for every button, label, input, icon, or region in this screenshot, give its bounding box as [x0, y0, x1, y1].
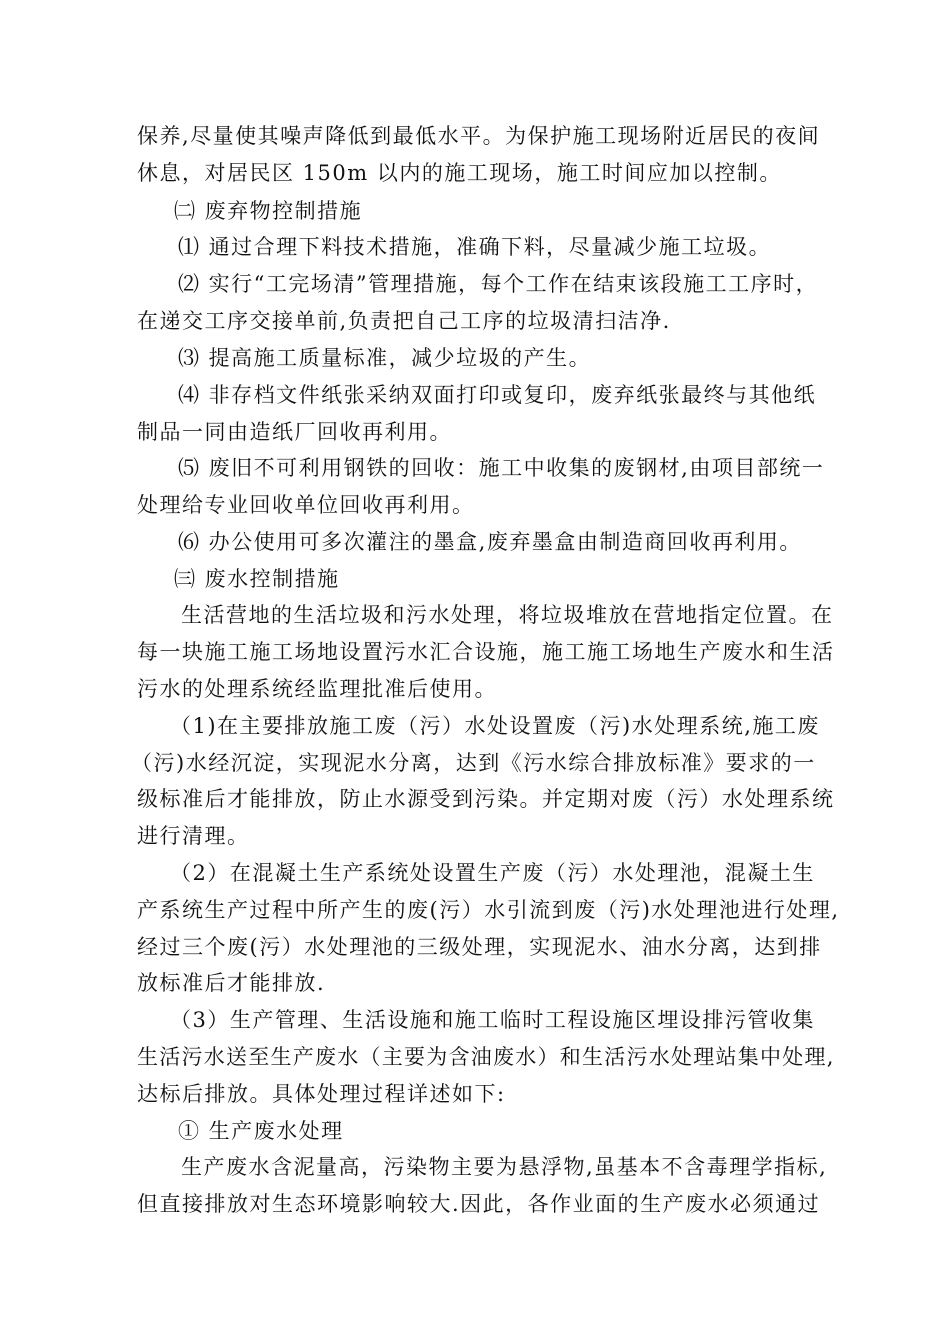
- paragraph-line: 生活污水送至生产废水（主要为含油废水）和生活污水处理站集中处理,: [137, 1045, 835, 1069]
- paragraph-line: 生产废水含泥量高，污染物主要为悬浮物,虽基本不含毒理学指标,: [181, 1155, 828, 1179]
- section-heading: ① 生产废水处理: [178, 1119, 344, 1143]
- paragraph-line: 生活营地的生活垃圾和污水处理，将垃圾堆放在营地指定位置。在: [181, 603, 834, 627]
- paragraph-line: 进行清理。: [137, 824, 250, 848]
- paragraph-line: 处理给专业回收单位回收再利用。: [137, 493, 475, 517]
- paragraph-line: （3）生产管理、生活设施和施工临时工程设施区埋设排污管收集: [170, 1008, 815, 1032]
- section-heading: ㈢ 废水控制措施: [174, 567, 340, 591]
- section-heading: ㈡ 废弃物控制措施: [174, 199, 363, 223]
- paragraph-line: 休息，对居民区 150m 以内的施工现场，施工时间应加以控制。: [137, 161, 782, 185]
- paragraph-line: （2）在混凝土生产系统处设置生产废（污）水处理池，混凝土生: [170, 861, 815, 885]
- paragraph-line: 产系统生产过程中所产生的废(污）水引流到废（污)水处理池进行处理,: [137, 898, 840, 922]
- paragraph-line: 达标后排放。具体处理过程详述如下:: [137, 1082, 506, 1106]
- list-item: ⑶ 提高施工质量标准，减少垃圾的产生。: [178, 346, 592, 370]
- list-item: ⑹ 办公使用可多次灌注的墨盒,废弃墨盒由制造商回收再利用。: [178, 530, 802, 554]
- paragraph-line: 级标准后才能排放，防止水源受到污染。并定期对废（污）水处理系统: [137, 787, 835, 811]
- list-item: ⑴ 通过合理下料技术措施，准确下料，尽量减少施工垃圾。: [178, 235, 772, 259]
- list-item: ⑸ 废旧不可利用钢铁的回收：施工中收集的废钢材,由项目部统一: [178, 456, 825, 480]
- paragraph-line: 经过三个废(污）水处理池的三级处理，实现泥水、油水分离，达到排: [137, 935, 822, 959]
- paragraph-line: 每一块施工施工场地设置污水汇合设施，施工施工场地生产废水和生活: [137, 640, 835, 664]
- paragraph-line: 放标准后才能排放.: [137, 971, 326, 995]
- paragraph-line: 但直接排放对生态环境影响较大.因此，各作业面的生产废水必须通过: [137, 1192, 821, 1216]
- paragraph-line: （污)水经沉淀，实现泥水分离，达到《污水综合排放标准》要求的一: [131, 751, 816, 775]
- paragraph-line: 在递交工序交接单前,负责把自己工序的垃圾清扫洁净.: [137, 309, 671, 333]
- paragraph-line: 制品一同由造纸厂回收再利用。: [137, 420, 452, 444]
- list-item: ⑷ 非存档文件纸张采纳双面打印或复印，废弃纸张最终与其他纸: [178, 383, 817, 407]
- paragraph-line: 保养,尽量使其噪声降低到最低水平。为保护施工现场附近居民的夜间: [137, 124, 821, 148]
- paragraph-line: 污水的处理系统经监理批准后使用。: [137, 677, 497, 701]
- paragraph-line: （1)在主要排放施工废（污）水处设置废（污)水处理系统,施工废: [170, 714, 820, 738]
- list-item: ⑵ 实行“工完场清”管理措施，每个工作在结束该段施工工序时，: [178, 272, 819, 296]
